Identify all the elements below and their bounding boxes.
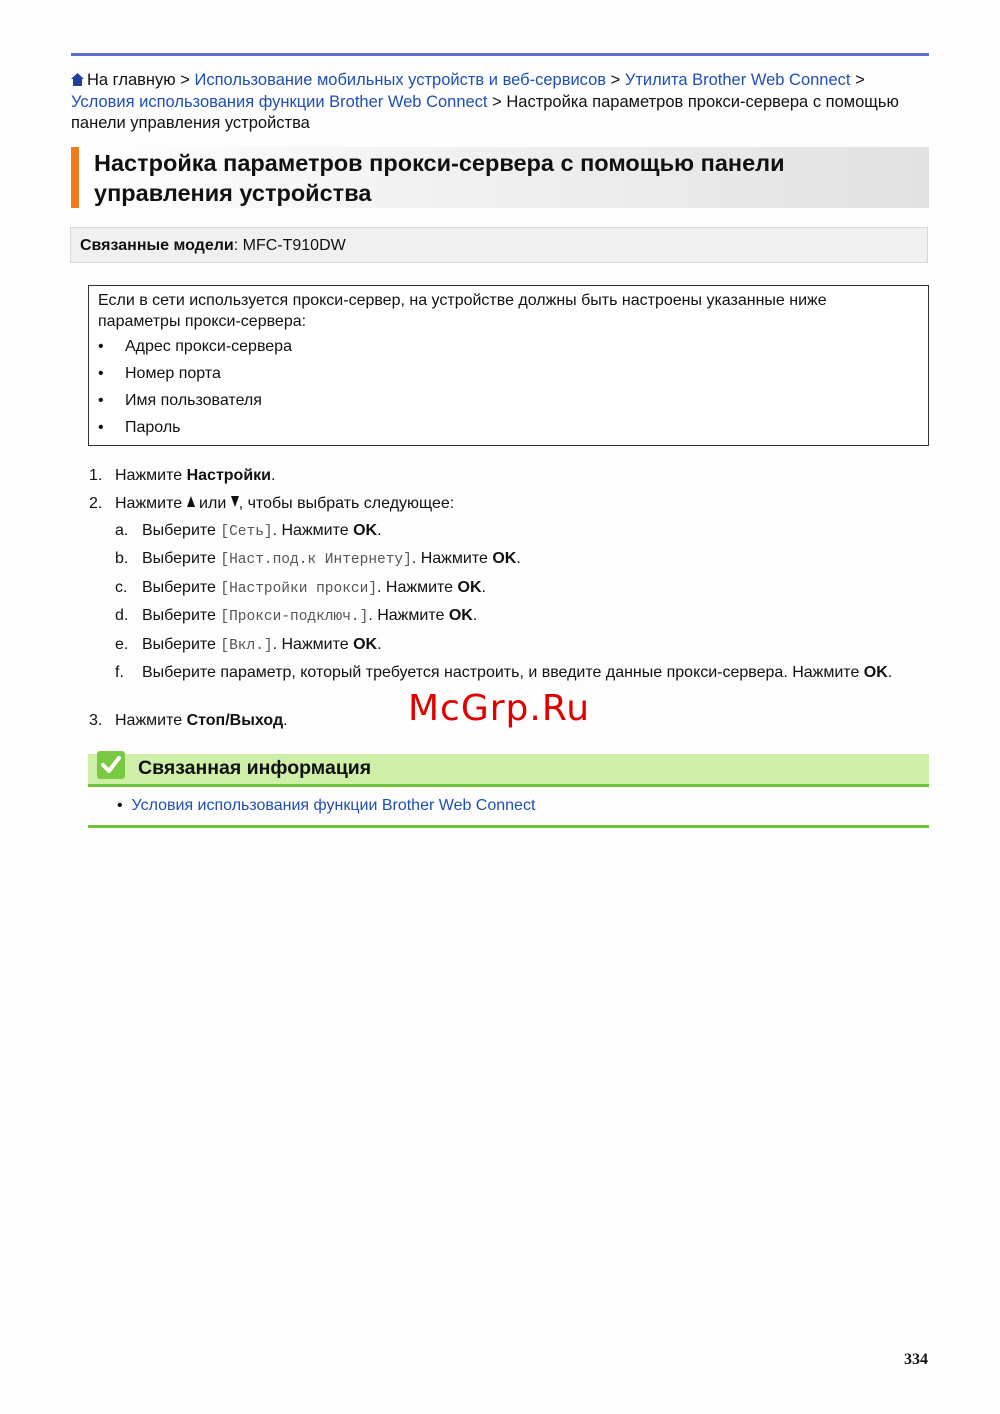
- related-link-item: • Условия использования функции Brother Web Connect: [117, 797, 536, 814]
- related-models: Связанные модели: MFC-T910DW: [70, 227, 928, 263]
- arrow-down-icon: [231, 496, 239, 507]
- step-number: 2.: [89, 495, 103, 512]
- page-title-box: [71, 147, 929, 208]
- related-info-title: Связанная информация: [138, 757, 372, 779]
- breadcrumb-separator: >: [855, 71, 865, 89]
- menu-option: [Сеть]: [220, 524, 273, 540]
- menu-option: [Вкл.]: [220, 638, 273, 654]
- list-item: • Имя пользователя: [98, 392, 262, 409]
- list-item: • Номер порта: [98, 365, 221, 382]
- substep-c: c. Выберите [Настройки прокси]. Нажмите OK.: [115, 579, 486, 597]
- stop-exit-key-label: Стоп/Выход: [186, 712, 284, 729]
- related-models-label: Связанные модели: [80, 237, 234, 254]
- menu-option: [Настройки прокси]: [220, 581, 378, 597]
- related-bottom-rule: [88, 825, 929, 828]
- breadcrumb-separator: >: [610, 71, 621, 89]
- substep-d: d. Выберите [Прокси-подключ.]. Нажмите OK.: [115, 607, 478, 625]
- note-box: [88, 285, 929, 446]
- arrow-up-icon: [187, 496, 195, 507]
- note-intro: Если в сети используется прокси-сервер, на устройстве должны быть настроены указанные ниже параметры прокси-сервера:: [98, 292, 827, 330]
- list-item-text: Пароль: [125, 419, 181, 436]
- related-link-conditions[interactable]: Условия использования функции Brother Web Connect: [131, 797, 536, 814]
- breadcrumb-home[interactable]: На главную: [87, 71, 176, 89]
- breadcrumb-current: Настройка параметров прокси-сервера с помощью панели управления устройства: [71, 92, 899, 132]
- watermark: McGrp.Ru: [408, 688, 591, 729]
- step-number: 3.: [89, 712, 103, 729]
- title-accent-bar: [71, 147, 79, 208]
- substep-e: e. Выберите [Вкл.]. Нажмите OK.: [115, 636, 382, 654]
- breadcrumb-separator: >: [492, 92, 502, 111]
- step-1: 1. Нажмите Настройки.: [89, 467, 276, 484]
- breadcrumb: [71, 70, 931, 135]
- list-item-text: Имя пользователя: [125, 392, 262, 409]
- list-item-text: Адрес прокси-сервера: [125, 338, 292, 355]
- checkmark-icon: [97, 751, 125, 779]
- list-item: • Пароль: [98, 419, 181, 436]
- breadcrumb-separator: >: [180, 71, 190, 89]
- breadcrumb-link-conditions[interactable]: Условия использования функции Brother Web Connect: [71, 92, 488, 111]
- page-number: 334: [904, 1351, 928, 1368]
- substep-a: a. Выберите [Сеть]. Нажмите OK.: [115, 522, 382, 540]
- menu-option: [Прокси-подключ.]: [220, 609, 369, 625]
- home-icon[interactable]: [71, 73, 84, 86]
- substep-b: b. Выберите [Наст.под.к Интернету]. Нажмите OK.: [115, 550, 521, 568]
- settings-key-label: Настройки: [186, 467, 272, 484]
- page-title: Настройка параметров прокси-сервера с помощью панели управления устройства: [94, 150, 785, 206]
- note-list: [98, 336, 292, 444]
- breadcrumb-link-web-connect[interactable]: Утилита Brother Web Connect: [624, 71, 851, 89]
- menu-option: [Наст.под.к Интернету]: [220, 552, 412, 568]
- list-item: • Адрес прокси-сервера: [98, 338, 292, 355]
- related-info-header: [88, 754, 929, 787]
- step-number: 1.: [89, 467, 103, 484]
- top-rule: [71, 53, 929, 56]
- substep-f: f. Выберите параметр, который требуется настроить, и введите данные прокси-сервера. Нажмите OK.: [115, 664, 893, 681]
- list-item-text: Номер порта: [125, 365, 221, 382]
- related-models-value: MFC-T910DW: [242, 237, 346, 254]
- step-2: 2. Нажмите или , чтобы выбрать следующее:: [89, 495, 455, 512]
- breadcrumb-link-mobile-web[interactable]: Использование мобильных устройств и веб-сервисов: [194, 71, 607, 89]
- step-3: 3. Нажмите Стоп/Выход.: [89, 712, 288, 729]
